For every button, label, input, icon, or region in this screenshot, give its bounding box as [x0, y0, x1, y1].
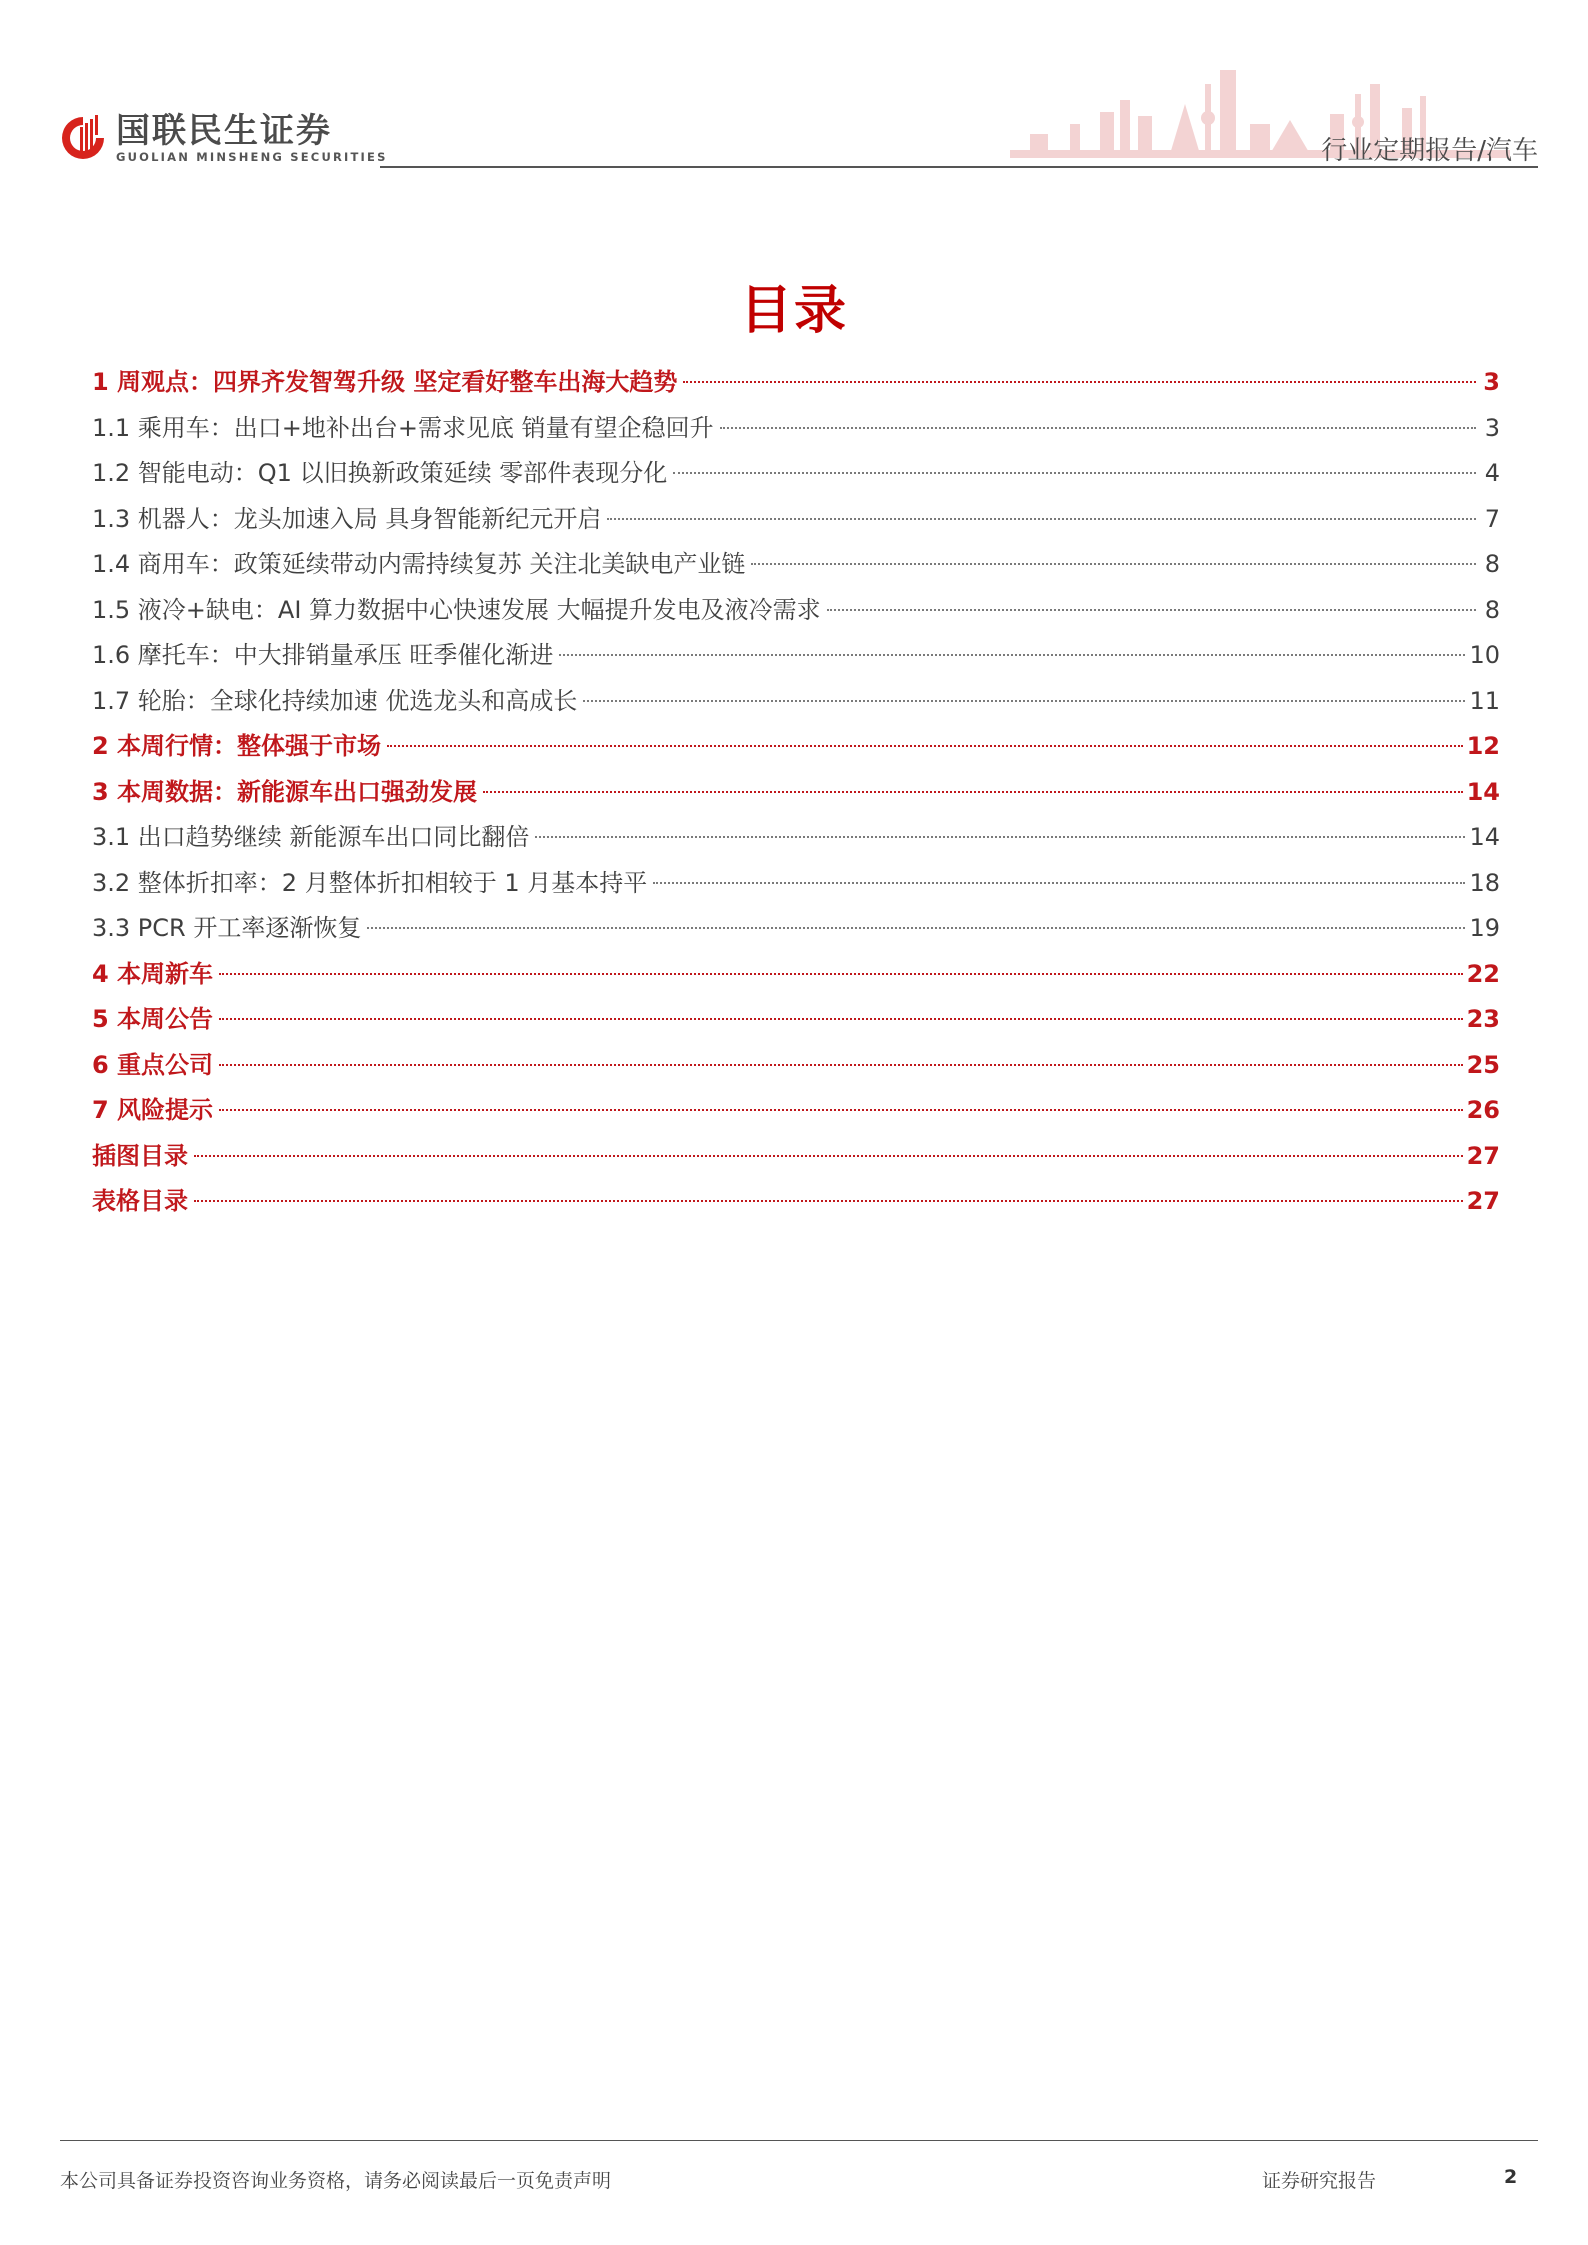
toc-section-link[interactable] — [92, 1043, 1500, 1089]
toc-section-link[interactable] — [92, 952, 1500, 998]
toc-entry-page: 7 — [1484, 504, 1500, 533]
dot-leader — [219, 1109, 1463, 1111]
toc-entry-label: 3.3 PCR 开工率逐渐恢复 — [92, 914, 362, 942]
toc-entry-label: 6 重点公司 — [92, 1050, 214, 1079]
toc-entry-label: 2 本周行情：整体强于市场 — [92, 732, 382, 760]
toc-entry-page: 3 — [1483, 368, 1500, 396]
dot-leader — [559, 654, 1465, 656]
toc-entry-page: 25 — [1466, 1050, 1500, 1079]
toc-entry-label: 3.1 出口趋势继续 新能源车出口同比翻倍 — [92, 823, 530, 851]
toc-entry-label: 3.2 整体折扣率：2 月整体折扣相较于 1 月基本持平 — [92, 868, 648, 897]
toc-entry-page: 23 — [1466, 1005, 1500, 1033]
dot-leader — [219, 973, 1463, 975]
dot-leader — [827, 609, 1476, 611]
footer-disclaimer: 本公司具备证券投资咨询业务资格，请务必阅读最后一页免责声明 — [60, 2170, 612, 2192]
toc-entry-page: 10 — [1469, 641, 1500, 669]
dot-leader — [367, 927, 1465, 929]
toc-entry-page: 26 — [1466, 1096, 1500, 1124]
dot-leader — [751, 563, 1476, 565]
dot-leader — [194, 1155, 1463, 1157]
toc-entry-page: 27 — [1466, 1187, 1500, 1215]
dot-leader — [583, 700, 1465, 702]
footer-doc-type: 证券研究报告 — [1262, 2170, 1377, 2192]
toc-entry-label: 1.1 乘用车：出口+地补出台+需求见底 销量有望企稳回升 — [92, 413, 714, 442]
toc-entry-page: 12 — [1466, 732, 1500, 760]
toc-subsection-link[interactable] — [92, 542, 1500, 588]
logo-chinese-name: 国联民生证券 — [116, 111, 332, 151]
toc-entry-label: 1.6 摩托车：中大排销量承压 旺季催化渐进 — [92, 641, 554, 669]
toc-entry-label: 1.2 智能电动：Q1 以旧换新政策延续 零部件表现分化 — [92, 459, 668, 487]
dot-leader — [194, 1200, 1463, 1202]
toc-entry-label: 7 风险提示 — [92, 1096, 214, 1124]
dot-leader — [219, 1064, 1463, 1066]
toc-entry-label: 5 本周公告 — [92, 1005, 214, 1033]
toc-entry-page: 18 — [1469, 868, 1500, 897]
table-of-contents — [92, 360, 1500, 1225]
toc-entry-page: 3 — [1484, 413, 1500, 442]
toc-entry-label: 3 本周数据：新能源车出口强劲发展 — [92, 777, 478, 806]
toc-entry-page: 8 — [1484, 550, 1500, 578]
toc-entry-label: 1.4 商用车：政策延续带动内需持续复苏 关注北美缺电产业链 — [92, 550, 746, 578]
toc-subsection-link[interactable] — [92, 815, 1500, 861]
toc-section-link[interactable] — [92, 1088, 1500, 1134]
toc-subsection-link[interactable] — [92, 633, 1500, 679]
toc-entry-label: 插图目录 — [92, 1141, 188, 1170]
toc-entry-label: 表格目录 — [92, 1187, 188, 1215]
toc-entry-label: 1 周观点：四界齐发智驾升级 坚定看好整车出海大趋势 — [92, 368, 678, 396]
toc-section-link[interactable] — [92, 997, 1500, 1043]
dot-leader — [720, 427, 1476, 429]
toc-subsection-link[interactable] — [92, 679, 1500, 725]
toc-section-link[interactable] — [92, 724, 1500, 770]
toc-section-link[interactable] — [92, 1179, 1500, 1225]
logo-mark-icon — [58, 113, 108, 163]
toc-title: 目录 — [739, 281, 848, 341]
dot-leader — [387, 745, 1463, 747]
toc-entry-label: 1.3 机器人：龙头加速入局 具身智能新纪元开启 — [92, 504, 602, 533]
toc-entry-page: 8 — [1484, 595, 1500, 624]
report-category: 行业定期报告/汽车 — [1321, 136, 1538, 166]
toc-section-link[interactable] — [92, 360, 1500, 406]
company-logo — [58, 112, 388, 164]
toc-subsection-link[interactable] — [92, 451, 1500, 497]
toc-entry-page: 4 — [1484, 459, 1500, 487]
toc-entry-label: 4 本周新车 — [92, 959, 214, 988]
toc-subsection-link[interactable] — [92, 906, 1500, 952]
dot-leader — [535, 836, 1465, 838]
footer-divider — [60, 2140, 1538, 2141]
toc-entry-page: 22 — [1466, 959, 1500, 988]
dot-leader — [673, 472, 1476, 474]
footer-page-number: 2 — [1504, 2166, 1518, 2188]
toc-entry-page: 27 — [1466, 1141, 1500, 1170]
toc-section-link[interactable] — [92, 1134, 1500, 1180]
toc-subsection-link[interactable] — [92, 497, 1500, 543]
page-header — [0, 0, 1588, 170]
header-divider — [380, 166, 1538, 168]
toc-entry-page: 14 — [1469, 823, 1500, 851]
dot-leader — [607, 518, 1476, 520]
logo-english-name: GUOLIAN MINSHENG SECURITIES — [116, 150, 388, 164]
dot-leader — [219, 1018, 1463, 1020]
dot-leader — [683, 381, 1476, 383]
toc-entry-page: 19 — [1469, 914, 1500, 942]
toc-entry-page: 11 — [1469, 686, 1500, 715]
toc-entry-page: 14 — [1466, 777, 1500, 806]
toc-subsection-link[interactable] — [92, 406, 1500, 452]
toc-entry-label: 1.5 液冷+缺电：AI 算力数据中心快速发展 大幅提升发电及液冷需求 — [92, 595, 821, 624]
toc-subsection-link[interactable] — [92, 588, 1500, 634]
dot-leader — [653, 882, 1465, 884]
toc-entry-label: 1.7 轮胎：全球化持续加速 优选龙头和高成长 — [92, 686, 578, 715]
toc-subsection-link[interactable] — [92, 861, 1500, 907]
dot-leader — [483, 791, 1463, 793]
toc-section-link[interactable] — [92, 770, 1500, 816]
